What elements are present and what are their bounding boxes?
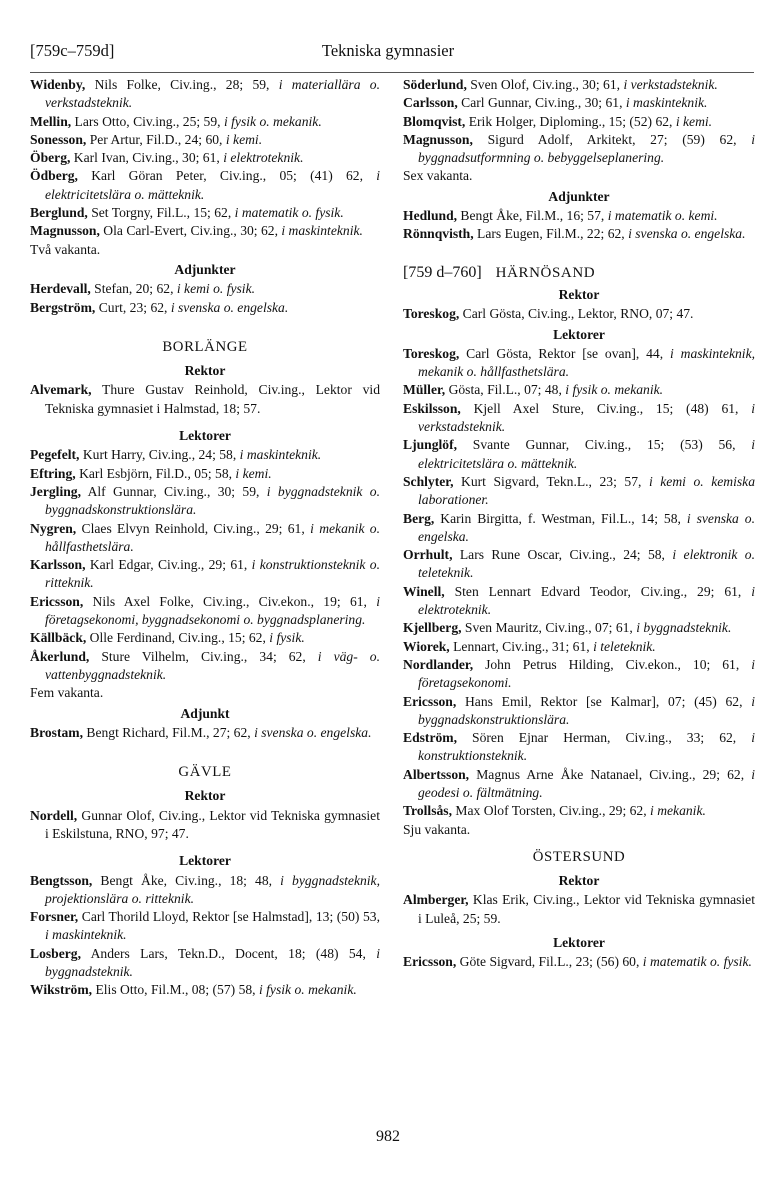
page-section-code: [759c–759d] [30,41,115,60]
person-name: Karlsson, [30,557,86,573]
teaching-subject: i maskinteknik. [625,95,708,111]
section-subheading: Rektor [184,363,226,379]
rektor-entry [30,807,380,844]
person-details: Lennart, Civ.ing., 31; 61, [449,638,594,654]
section-subheading: Lektorer [179,853,231,869]
person-details: Elis Otto, Fil.M., 08; (57) 58, [92,982,259,998]
person-name: Toreskog, [403,306,460,322]
teaching-subject: i fysik o. mekanik. [565,382,664,398]
teaching-subject: i kemi o. kemiska laborationer. [418,473,755,508]
staff-entry [403,729,755,766]
person-details: Kjell Axel Sture, Civ.ing., 15; (48) 61, [460,400,752,416]
teaching-subject: i byggnadskonstruktionslära. [418,693,755,727]
person-details: Sten Lennart Edvard Teodor, Civ.ing., 29; 61, [444,583,752,599]
vacancy-note: Två vakanta. [30,241,101,257]
person-name: Nygren, [30,520,77,536]
person-details: Alf Gunnar, Civ.ing., 30; 59, [80,483,267,499]
teaching-subject: i fysik o. mekanik. [223,113,322,129]
staff-entry [30,76,380,113]
teaching-subject: i matematik o. fysik. [642,954,752,970]
person-details: Curt, 23; 62, [95,299,171,315]
person-details: Karl Esbjörn, Fil.D., 05; 58, [75,465,236,481]
rektor-entry [30,381,380,418]
person-details: Thure Gustav Reinhold, Civ.ing., Lektor vid Tekniska gymnasiet i Halmstad, 18; 57. [45,382,380,416]
staff-entry [403,345,755,382]
section-subheading: Adjunkt [180,705,230,721]
person-details: Sven Olof, Civ.ing., 30; 61, [466,77,624,92]
staff-entry [403,766,755,803]
person-details: Sven Mauritz, Civ.ing., 07; 61, [461,620,637,636]
staff-entry [30,465,380,483]
person-details: Karl Göran Peter, Civ.ing., 05; (41) 62, [77,168,377,184]
staff-entry [403,546,755,583]
person-name: Wikström, [30,982,93,998]
teaching-subject: i kemi. [675,113,713,129]
person-name: Bengtsson, [30,872,93,888]
teaching-subject: i kemi o. fysik. [176,281,256,297]
person-name: Edström, [403,730,457,746]
city-heading-ostersund: ÖSTERSUND [532,848,626,865]
person-name: Müller, [403,382,446,398]
person-details: Carl Gunnar, Civ.ing., 30; 61, [457,95,626,111]
vacancy-note: Sex vakanta. [403,168,473,184]
vacancy-note: Sju vakanta. [403,821,471,837]
person-details: Bengt Richard, Fil.M., 27; 62, [83,724,255,740]
section-subheading: Rektor [558,286,600,302]
teaching-subject: i geodesi o. fältmätning. [418,766,755,800]
teaching-subject: i teleteknik. [593,638,656,654]
staff-entry [403,473,755,510]
section-heading-harnosand [403,264,755,282]
person-name: Wiorek, [403,638,450,654]
teaching-subject: i maskinteknik. [239,447,322,463]
person-details: Set Torgny, Fil.L., 15; 62, [87,205,235,221]
staff-entry [30,149,380,167]
person-name: Eftring, [30,465,76,481]
page-number: 982 [376,1128,400,1145]
person-details: Kurt Harry, Civ.ing., 24; 58, [79,447,240,463]
person-name: Källbäck, [30,630,87,646]
staff-entry [30,446,380,464]
staff-entry [30,299,380,317]
teaching-subject: i byggnadsteknik. [45,945,380,980]
rektor-entry [403,891,755,928]
person-name: Ericsson, [403,954,457,970]
staff-entry [403,76,755,94]
teaching-subject: i elektroteknik. [223,150,304,166]
person-details: Anders Lars, Tekn.D., Docent, 18; (48) 54, [80,945,377,961]
staff-entry [30,280,380,298]
staff-entry [30,204,380,222]
person-details: Bengt Åke, Civ.ing., 18; 48, [92,872,281,888]
person-name: Öberg, [30,150,71,166]
person-details: Claes Elvyn Reinhold, Civ.ing., 29; 61, [76,520,311,536]
person-name: Widenby, [30,77,86,92]
teaching-subject: i företagsekonomi, byggnadsekonomi o. byggnadsplanering. [45,593,380,628]
person-details: Sigurd Adolf, Arkitekt, 27; (59) 62, [472,131,752,147]
page-title: Tekniska gymnasier [321,41,455,60]
person-name: Kjellberg, [403,620,462,636]
section-subheading: Adjunkter [548,188,610,204]
teaching-subject: i byggnadsteknik. [636,620,732,636]
teaching-subject: i väg- o. vattenbyggnadsteknik. [45,648,380,682]
person-name: Rönnqvisth, [403,226,474,242]
person-details: Klas Erik, Civ.ing., Lektor vid Tekniska gymnasiet i Luleå, 25; 59. [418,892,755,926]
teaching-subject: i konstruktionsteknik. [418,730,755,764]
section-subheading: Rektor [558,873,600,889]
teaching-subject: i verkstadsteknik. [418,400,755,435]
person-details: Carl Gösta, Rektor [se ovan], 44, [459,345,670,361]
teaching-subject: i svenska o. engelska. [418,510,755,544]
staff-entry [403,656,755,693]
person-details: Erik Holger, Diploming., 15; (52) 62, [465,113,676,129]
teaching-subject: i mekanik o. hållfasthetslära. [45,520,381,554]
header-rule [30,72,754,73]
teaching-subject: i företagsekonomi. [418,656,755,691]
teaching-subject: i svenska o. engelska. [170,299,289,315]
person-name: Blomqvist, [403,113,466,129]
staff-entry [403,638,755,656]
staff-entry [403,225,755,243]
person-name: Mellin, [30,113,72,129]
person-details: Max Olof Torsten, Civ.ing., 29; 62, [451,803,651,819]
teaching-subject: i elektroteknik. [418,583,755,618]
teaching-subject: i maskinteknik. [45,927,127,943]
section-subheading: Rektor [184,788,226,804]
person-name: Toreskog, [403,345,460,361]
teaching-subject: i kemi. [235,465,272,481]
person-name: Almberger, [403,892,469,908]
section-subheading: Adjunkter [174,261,236,277]
person-details: Karin Birgitta, f. Westman, Fil.L., 14; 58, [434,510,687,526]
person-details: Sture Vilhelm, Civ.ing., 34; 62, [89,648,318,664]
staff-entry [403,802,755,820]
section-code: [759 d–760] [403,263,482,281]
teaching-subject: i fysik o. mekanik. [258,982,357,998]
staff-entry [403,207,755,225]
person-details: Magnus Arne Åke Natanael, Civ.ing., 29; 62, [469,766,752,782]
person-details: Lars Otto, Civ.ing., 25; 59, [71,113,224,129]
person-name: Forsner, [30,909,79,925]
person-details: Bengt Åke, Fil.M., 16; 57, [457,208,608,224]
person-name: Herdevall, [30,281,91,297]
person-name: Winell, [403,583,445,599]
staff-entry [30,908,380,945]
person-name: Bergström, [30,299,96,315]
teaching-subject: i maskinteknik, mekanik o. hållfasthetslära. [418,345,755,380]
teaching-subject: i byggnadsteknik o. byggnadskonstruktionslära. [45,483,380,518]
city-heading-harnosand: HÄRNÖSAND [495,264,596,281]
person-details: Nils Folke, Civ.ing., 28; 59, [85,77,279,92]
staff-entry [30,648,380,685]
teaching-subject: i elektricitetslära o. mätteknik. [45,168,380,202]
staff-entry [30,872,380,909]
city-heading-borlange: BORLÄNGE [162,338,248,355]
staff-entry [30,629,380,647]
person-details: Stefan, 20; 62, [90,281,177,297]
person-details: Per Artur, Fil.D., 24; 60, [86,131,226,147]
section-subheading: Lektorer [553,326,605,342]
person-name: Nordell, [30,807,78,823]
teaching-subject: i svenska o. engelska. [254,724,372,740]
staff-entry [403,94,755,112]
person-name: Hedlund, [403,208,458,224]
teaching-subject: i maskinteknik. [281,223,363,239]
staff-entry [30,556,380,593]
person-details: Lars Rune Oscar, Civ.ing., 24; 58, [452,547,673,563]
person-name: Söderlund, [403,77,467,92]
person-details: Ola Carl-Evert, Civ.ing., 30; 62, [99,223,282,239]
person-details: Nils Axel Folke, Civ.ing., Civ.ekon., 19; 61, [83,593,377,609]
teaching-subject: i byggnadsteknik, projektionslära o. ritteknik. [45,872,380,906]
person-name: Berglund, [30,205,88,221]
person-name: Magnusson, [30,223,100,239]
person-details: Olle Ferdinand, Civ.ing., 15; 62, [86,630,270,646]
person-details: Lars Eugen, Fil.M., 22; 62, [473,226,629,242]
person-details: Carl Gösta, Civ.ing., Lektor, RNO, 07; 47. [459,306,694,322]
person-name: Trollsås, [403,803,452,819]
staff-entry [403,400,755,437]
staff-entry [30,520,380,557]
person-name: Brostam, [30,724,83,740]
teaching-subject: i matematik o. kemi. [607,208,718,224]
person-name: Orrhult, [403,547,453,563]
staff-entry [403,583,755,620]
staff-entry [30,113,380,131]
person-name: Ödberg, [30,168,78,184]
rektor-entry [403,305,755,323]
teaching-subject: i elektricitetslära o. mätteknik. [418,437,755,471]
staff-entry [403,131,755,168]
staff-entry [403,436,755,473]
teaching-subject: i materiallära o. verkstadsteknik. [45,77,380,111]
person-name: Jergling, [30,483,81,499]
staff-entry [30,945,380,982]
person-name: Pegefelt, [30,447,80,463]
staff-entry [403,693,755,730]
person-details: Karl Ivan, Civ.ing., 30; 61, [70,150,224,166]
person-details: John Petrus Hilding, Civ.ekon., 10; 61, [473,656,752,672]
right-column [403,76,755,972]
person-name: Ljunglöf, [403,437,458,453]
section-subheading: Lektorer [553,935,605,951]
staff-entry [403,619,755,637]
teaching-subject: i elektronik o. teleteknik. [418,547,755,581]
teaching-subject: i kemi. [225,131,263,147]
section-subheading: Lektorer [179,428,231,444]
staff-entry [30,724,380,742]
person-name: Schlyter, [403,473,454,489]
teaching-subject: i verkstadsteknik. [623,77,718,92]
person-details: Hans Emil, Rektor [se Kalmar], 07; (45) 62, [456,693,752,709]
person-name: Magnusson, [403,131,473,147]
city-heading-gavle: GÄVLE [178,764,232,781]
person-name: Sonesson, [30,131,87,147]
teaching-subject: i matematik o. fysik. [234,205,344,221]
person-details: Göte Sigvard, Fil.L., 23; (56) 60, [456,954,643,970]
staff-entry [30,981,380,999]
vacancy-note: Fem vakanta. [30,685,104,701]
left-column [30,76,380,1000]
person-details: Kurt Sigvard, Tekn.L., 23; 57, [453,473,649,489]
teaching-subject: i byggnadsutformning o. bebyggelseplanering. [418,131,755,166]
person-name: Losberg, [30,945,81,961]
staff-entry [30,222,380,240]
staff-entry [30,167,380,204]
person-name: Ericsson, [403,693,457,709]
staff-entry [30,483,380,520]
person-details: Carl Thorild Lloyd, Rektor [se Halmstad], 13; (50) 53, [78,909,380,925]
person-name: Berg, [403,510,435,526]
person-name: Alvemark, [30,382,92,398]
teaching-subject: i mekanik. [650,803,706,819]
person-name: Carlsson, [403,95,458,111]
teaching-subject: i svenska o. engelska. [628,226,746,242]
teaching-subject: i fysik. [269,630,305,646]
person-name: Ericsson, [30,593,84,609]
person-name: Åkerlund, [30,648,90,664]
staff-entry [403,510,755,547]
staff-entry [30,131,380,149]
person-details: Svante Gunnar, Civ.ing., 15; (53) 56, [457,437,752,453]
staff-entry [403,113,755,131]
teaching-subject: i konstruktionsteknik o. ritteknik. [45,557,380,591]
staff-entry [403,381,755,399]
person-name: Eskilsson, [403,400,461,416]
person-details: Sören Ejnar Herman, Civ.ing., 33; 62, [457,730,752,746]
person-details: Karl Edgar, Civ.ing., 29; 61, [85,557,252,573]
staff-entry [403,953,755,971]
person-name: Albertsson, [403,766,470,782]
person-details: Gunnar Olof, Civ.ing., Lektor vid Tekniska gymnasiet i Eskilstuna, RNO, 97; 47. [45,807,380,841]
staff-entry [30,593,380,630]
person-details: Gösta, Fil.L., 07; 48, [445,382,566,398]
person-name: Nordlander, [403,656,474,672]
